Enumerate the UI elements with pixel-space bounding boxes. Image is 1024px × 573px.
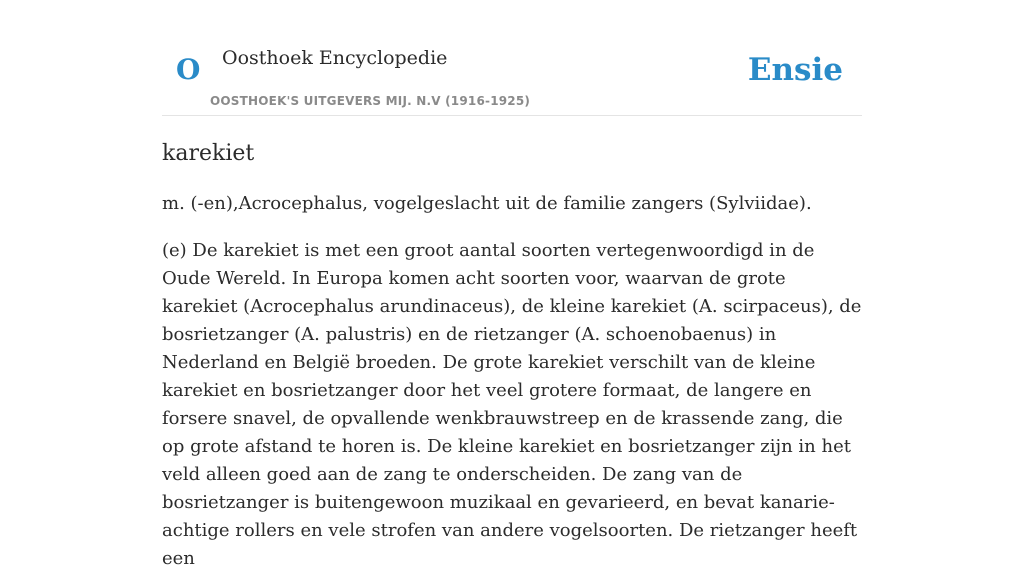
article-title: karekiet bbox=[162, 141, 255, 166]
site-header bbox=[162, 0, 862, 116]
content-container bbox=[162, 0, 862, 573]
logo-letter[interactable]: O bbox=[176, 53, 201, 86]
publisher-subtitle: OOSTHOEK'S UITGEVERS MIJ. N.V (1916-1925) bbox=[210, 94, 531, 108]
article-definition: m. (-en),Acrocephalus, vogelgeslacht uit de familie zangers (Sylviidae). bbox=[162, 193, 812, 214]
article-body: (e) De karekiet is met een groot aantal soorten vertegenwoordigd in de Oude Wereld. In Europa komen acht soorten voor, waarvan de grote karekiet (Acrocephalus arundinaceus), de kleine karekiet (A. scirpaceus), de bosrietzanger (A. palustris) en de rietzanger (A. schoenobaenus) in Nederland en België broeden. De grote karekiet verschilt van de kleine karekiet en bosrietzanger door het veel grotere formaat, de langere en forsere snavel, de opvallende wenkbrauwstreep en de krassende zang, die op grote afstand te horen is. De kleine karekiet en bosrietzanger zijn in het veld alleen goed aan de zang te onderscheiden. De zang van de bosrietzanger is buitengewoon muzikaal en gevarieerd, en bevat kanarie-achtige rollers en vele strofen van andere vogelsoorten. De rietzanger heeft een bbox=[162, 240, 862, 569]
ensie-brand-logo[interactable]: Ensie bbox=[747, 52, 843, 88]
site-title[interactable]: Oosthoek Encyclopedie bbox=[222, 47, 448, 69]
